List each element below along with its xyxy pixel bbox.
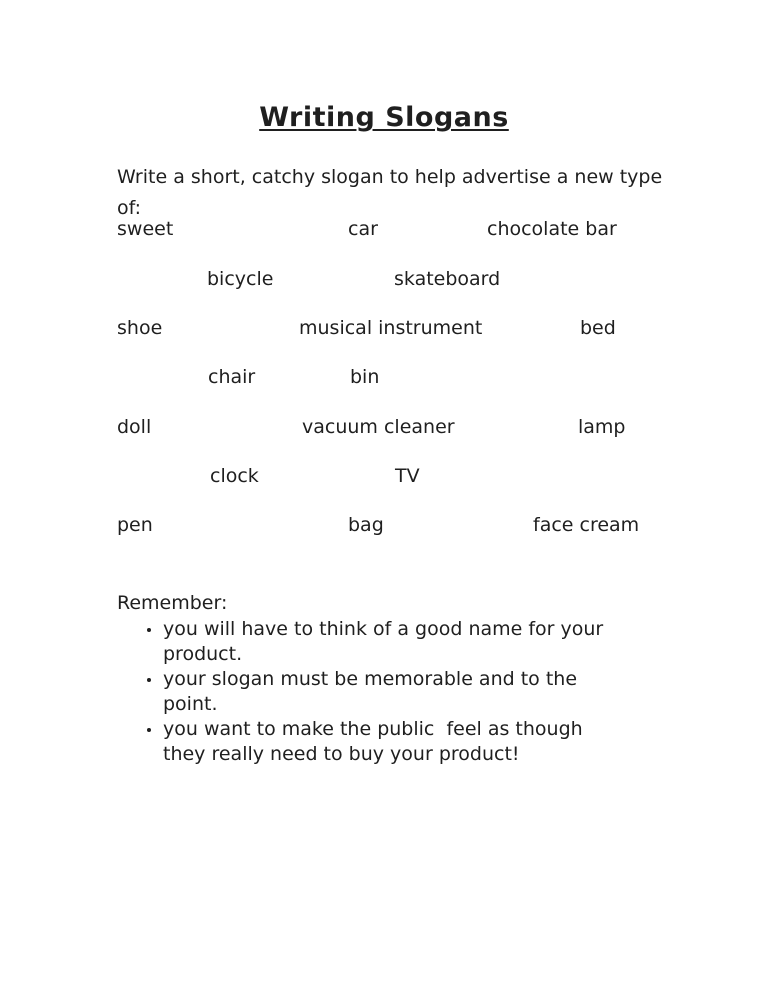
word-face-cream: face cream [533, 514, 640, 536]
intro-paragraph: Write a short, catchy slogan to help advertise a new type of: [117, 166, 663, 219]
remember-bullet-3: you want to make the public feel as though they really need to buy your product! [145, 717, 615, 767]
remember-heading: Remember: [117, 592, 228, 614]
remember-list [117, 617, 615, 767]
page-title: Writing Slogans [259, 102, 509, 134]
word-pen: pen [117, 514, 153, 536]
word-doll: doll [117, 416, 152, 438]
remember-section [117, 590, 637, 767]
word-clock: clock [210, 465, 259, 487]
remember-bullet-2: your slogan must be memorable and to the point. [145, 667, 615, 717]
word-car: car [348, 218, 378, 240]
remember-bullet-1: you will have to think of a good name for your product. [145, 617, 615, 667]
word-bag: bag [348, 514, 384, 536]
word-vacuum-cleaner: vacuum cleaner [302, 416, 455, 438]
word-tv: TV [395, 465, 420, 487]
word-musical-instrument: musical instrument [299, 317, 483, 339]
word-bin: bin [350, 366, 380, 388]
word-lamp: lamp [578, 416, 626, 438]
word-bed: bed [580, 317, 616, 339]
word-chocolate-bar: chocolate bar [487, 218, 617, 240]
word-bicycle: bicycle [207, 268, 274, 290]
word-sweet: sweet [117, 218, 174, 240]
word-chair: chair [208, 366, 256, 388]
word-shoe: shoe [117, 317, 163, 339]
word-skateboard: skateboard [394, 268, 501, 290]
